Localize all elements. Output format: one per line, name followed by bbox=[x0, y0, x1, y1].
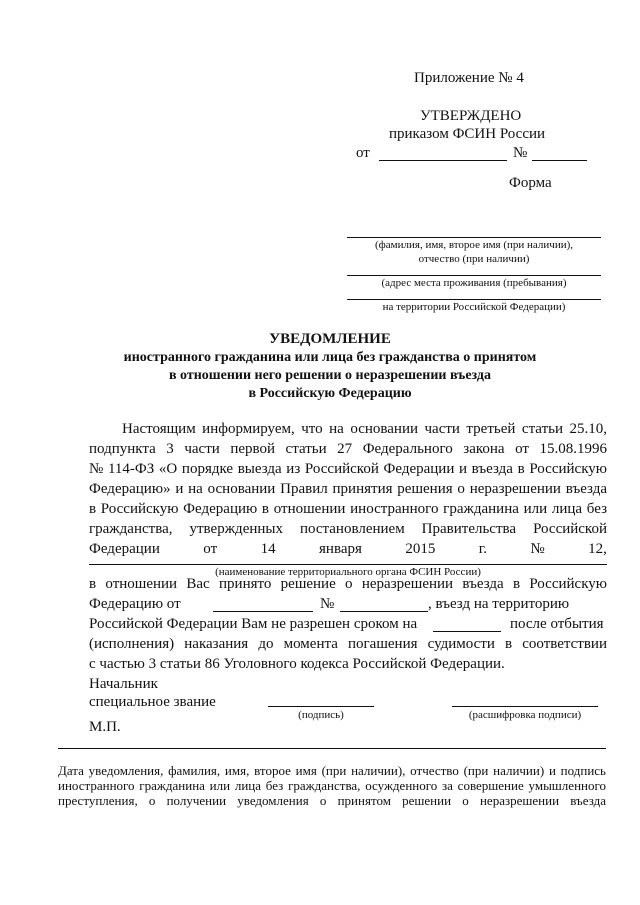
word: Правительства bbox=[421, 521, 517, 537]
body2-line-4: (исполнения) наказания до момента погашения судимости в соответствии bbox=[89, 636, 607, 652]
word: 12, bbox=[588, 541, 607, 557]
word: Российской bbox=[533, 521, 607, 537]
appendix-label: Приложение № 4 bbox=[414, 70, 524, 86]
body-line-1: Настоящим информируем, что на основании части третьей статьи 25.10, bbox=[122, 421, 607, 437]
word: 2015 bbox=[405, 541, 436, 557]
footer-line-3: преступления, о получении уведомления о принятом решении о неразрешении въезда bbox=[58, 793, 606, 808]
from-label: от bbox=[356, 145, 370, 161]
name-caption-2: отчество (при наличии) bbox=[418, 253, 530, 265]
word: № bbox=[530, 541, 545, 557]
body2-line-3-b: после отбытия bbox=[510, 616, 604, 632]
order-date-line bbox=[379, 160, 507, 161]
recipient-address-line-2 bbox=[347, 299, 601, 300]
body2-line-1: в отношении Вас принято решение о неразрешении въезда в Российскую bbox=[89, 576, 607, 592]
signature-caption: (подпись) bbox=[298, 709, 344, 721]
body-line-4: Федерацию» и на основании Правил принятия решения о неразрешении въезда bbox=[89, 481, 607, 497]
body2-line-3-a: Российской Федерации Вам не разрешен сроком на bbox=[89, 616, 418, 632]
form-label: Форма bbox=[509, 175, 552, 191]
body-line-2: подпункта 3 части первой статьи 27 Федерального закона от 15.08.1996 bbox=[89, 441, 607, 457]
body-line-6 bbox=[89, 521, 607, 538]
signature-line bbox=[268, 706, 374, 707]
decision-number-line bbox=[340, 611, 428, 612]
body-line-3: № 114-ФЗ «О порядке выезда из Российской Федерации и въезда в Российскую bbox=[89, 461, 607, 477]
body2-line-5: с частью 3 статьи 86 Уголовного кодекса Российской Федерации. bbox=[89, 656, 505, 672]
order-label: приказом ФСИН России bbox=[389, 126, 546, 142]
doc-title: УВЕДОМЛЕНИЕ bbox=[269, 331, 391, 347]
body2-line-2-b: , въезд на территорию bbox=[428, 596, 570, 612]
word: января bbox=[319, 541, 362, 557]
approved-label: УТВЕРЖДЕНО bbox=[420, 108, 522, 124]
decision-date-line bbox=[213, 611, 313, 612]
term-line bbox=[433, 631, 501, 632]
doc-subtitle-2: в отношении него решении о неразрешении въезда bbox=[168, 368, 492, 383]
body2-line-2-a: Федерацию от bbox=[89, 596, 181, 612]
word: гражданства, bbox=[89, 521, 173, 537]
body-line-7 bbox=[89, 541, 607, 558]
chief-label: Начальник bbox=[89, 676, 158, 692]
body-line-5: в Российскую Федерацию в отношении иностранного гражданина или лица без bbox=[89, 501, 607, 517]
seal-label: М.П. bbox=[89, 719, 121, 735]
order-number-label: № bbox=[513, 145, 528, 161]
organ-caption: (наименование территориального органа ФСИН России) bbox=[215, 566, 481, 578]
recipient-address-line bbox=[347, 275, 601, 276]
doc-subtitle-1: иностранного гражданина или лица без гражданства о принятом bbox=[123, 350, 537, 365]
word: Федерации bbox=[89, 541, 160, 557]
address-caption-2: на территории Российской Федерации) bbox=[382, 301, 566, 313]
footer-line-2: иностранного гражданина или лица без гражданства, осужденного за совершение умышленного bbox=[58, 778, 606, 793]
body2-line-2-no: № bbox=[320, 596, 335, 612]
footer-separator bbox=[58, 748, 606, 749]
recipient-name-line bbox=[347, 237, 601, 238]
organ-name-line bbox=[89, 564, 607, 565]
word: г. bbox=[478, 541, 487, 557]
word: 14 bbox=[260, 541, 276, 557]
order-number-line bbox=[532, 160, 587, 161]
doc-subtitle-3: в Российскую Федерацию bbox=[248, 386, 412, 401]
signature-decode-line bbox=[452, 706, 598, 707]
rank-label: специальное звание bbox=[89, 694, 216, 710]
word: утвержденных bbox=[189, 521, 283, 537]
name-caption-1: (фамилия, имя, второе имя (при наличии), bbox=[374, 239, 574, 251]
decode-caption: (расшифровка подписи) bbox=[468, 709, 582, 721]
word: от bbox=[203, 541, 218, 557]
address-caption-1: (адрес места проживания (пребывания) bbox=[381, 277, 567, 289]
footer-line-1: Дата уведомления, фамилия, имя, второе имя (при наличии), отчество (при наличии) и подпись bbox=[58, 763, 606, 778]
word: постановлением bbox=[299, 521, 405, 537]
